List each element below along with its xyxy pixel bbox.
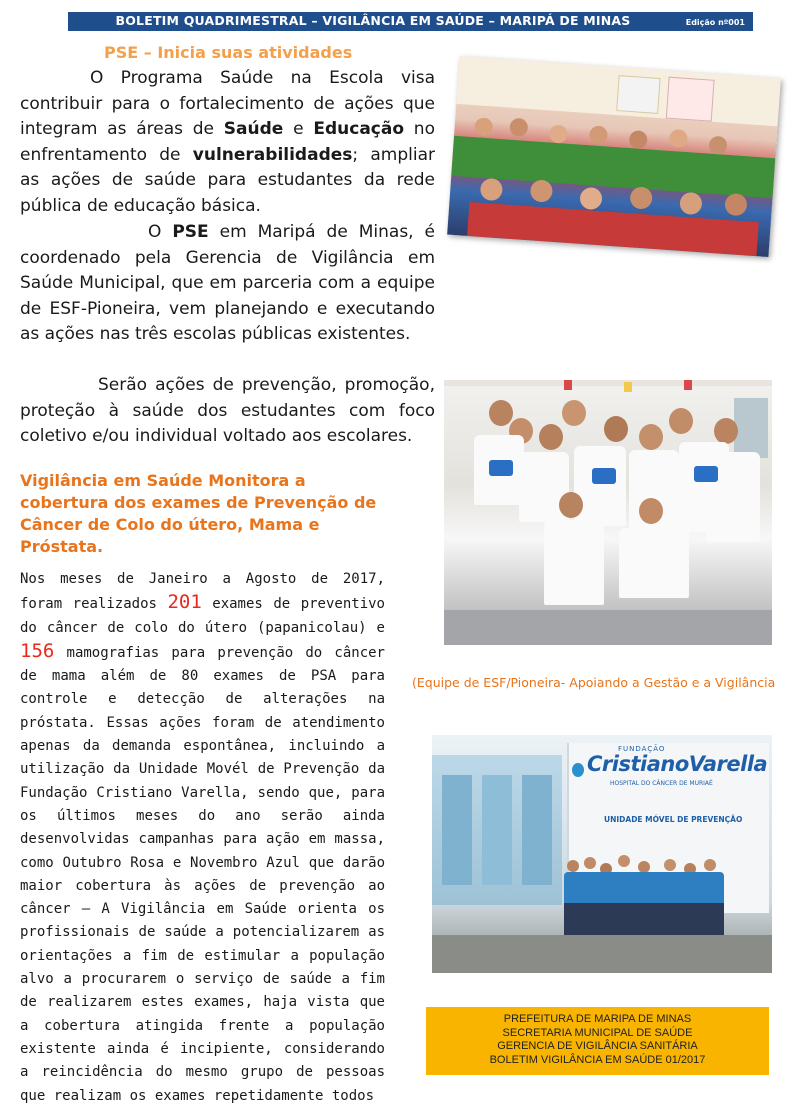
bulletin-header	[68, 12, 753, 31]
footer-line-secretaria: SECRETARIA MUNICIPAL DE SAÚDE	[502, 1026, 693, 1039]
bold-pse: PSE	[172, 222, 209, 242]
truck-hospital-label: HOSPITAL DO CÂNCER DE MURIAÉ	[610, 780, 713, 787]
text-run: mamografias para prevenção do câncer de mama além de 80 exames de PSA para controle e detecção de alterações na próstata. Essas ações foram de atendimento apenas da demanda espontânea, incluindo a utilização da Unidade Movél de Prevenção da Fundação Cristiano Varella, sendo que, para os últimos meses do ano serão ainda desenvolvidas campanhas para ação em massa, como Outubro Rosa e Novembro Azul que darão maior cobertura às ações de prevenção ao câncer – A Vigilância em Saúde orienta os profissionais de saúde a potencializarem as orientações a fim de estimular a população alvo a procurarem o serviço de saúde a fim de realizarem estes exames, haja vista que a cobertura atingida frente a população existente ainda é incipiente, considerando a reincidência do mesmo grupo de pessoas que realizam os exames repetidamente todos	[20, 644, 385, 1104]
pse-paragraph-2	[20, 220, 435, 348]
section-cancer-title: Vigilância em Saúde Monitora a cobertura dos exames de Prevenção de Câncer de Colo do útero, Mama e Próstata.	[20, 471, 377, 556]
text-run: Nos meses de Janeiro a Agosto de 2017, foram realizados	[20, 571, 385, 613]
mammography-count-156: 156	[20, 639, 55, 662]
bold-saude: Saúde	[223, 119, 284, 139]
mobile-unit-photo	[432, 735, 772, 973]
cancer-body-text	[20, 568, 385, 1108]
esf-team-photo	[444, 380, 772, 645]
text-run: ; ampliar as ações de saúde para estudantes da rede pública de educação básica.	[20, 144, 435, 216]
text-run: O	[148, 222, 173, 242]
footer-line-prefeitura: PREFEITURA DE MARIPA DE MINAS	[503, 1013, 692, 1025]
footer-institution-box	[426, 1007, 769, 1075]
truck-unit-label: UNIDADE MÓVEL DE PREVENÇÃO	[604, 815, 743, 824]
bulletin-title: BOLETIM QUADRIMESTRAL – VIGILÂNCIA EM SAÚDE – MARIPÁ DE MINAS	[115, 13, 631, 28]
pse-paragraph-3: Serão ações de prevenção, promoção, proteção à saúde dos estudantes com foco coletivo e/ou individual voltado aos escolares.	[20, 375, 435, 446]
text-run: e	[283, 119, 314, 139]
section-pse-title: PSE – Inicia suas atividades	[104, 43, 353, 62]
children-classroom-photo	[447, 56, 781, 257]
team-photo-caption: (Equipe de ESF/Pioneira- Apoiando a Gestão e a Vigilância	[412, 675, 776, 690]
footer-line-boletim: BOLETIM VIGILÂNCIA EM SAÚDE 01/2017	[489, 1053, 706, 1066]
truck-brand-logo: CristianoVarella	[587, 752, 768, 776]
text-run: O Programa Saúde na Escola visa contribuir para o fortalecimento de ações que integram as áreas de	[20, 68, 435, 139]
truck-foundation-label: FUNDAÇÃO	[618, 745, 666, 753]
bold-vulnerabilidades: vulnerabilidades	[192, 144, 353, 165]
pse-paragraph-1	[20, 66, 435, 219]
text-run: exames de preventivo do câncer de colo do útero (papanicolau) e	[20, 596, 385, 636]
footer-line-gerencia: GERENCIA DE VIGILÂNCIA SANITÁRIA	[497, 1040, 698, 1052]
text-run: em Maripá de Minas, é coordenado pela Gerencia de Vigilância em Saúde Municipal, que em parceria com a equipe de ESF-Pioneira, vem planejando e executando as ações nas três escolas públicas existentes.	[20, 222, 435, 344]
bold-educacao: Educação	[313, 119, 405, 139]
text-run: no enfrentamento de	[20, 119, 435, 165]
edition-number: Edição nº001	[685, 18, 745, 27]
exam-count-201: 201	[167, 591, 202, 614]
